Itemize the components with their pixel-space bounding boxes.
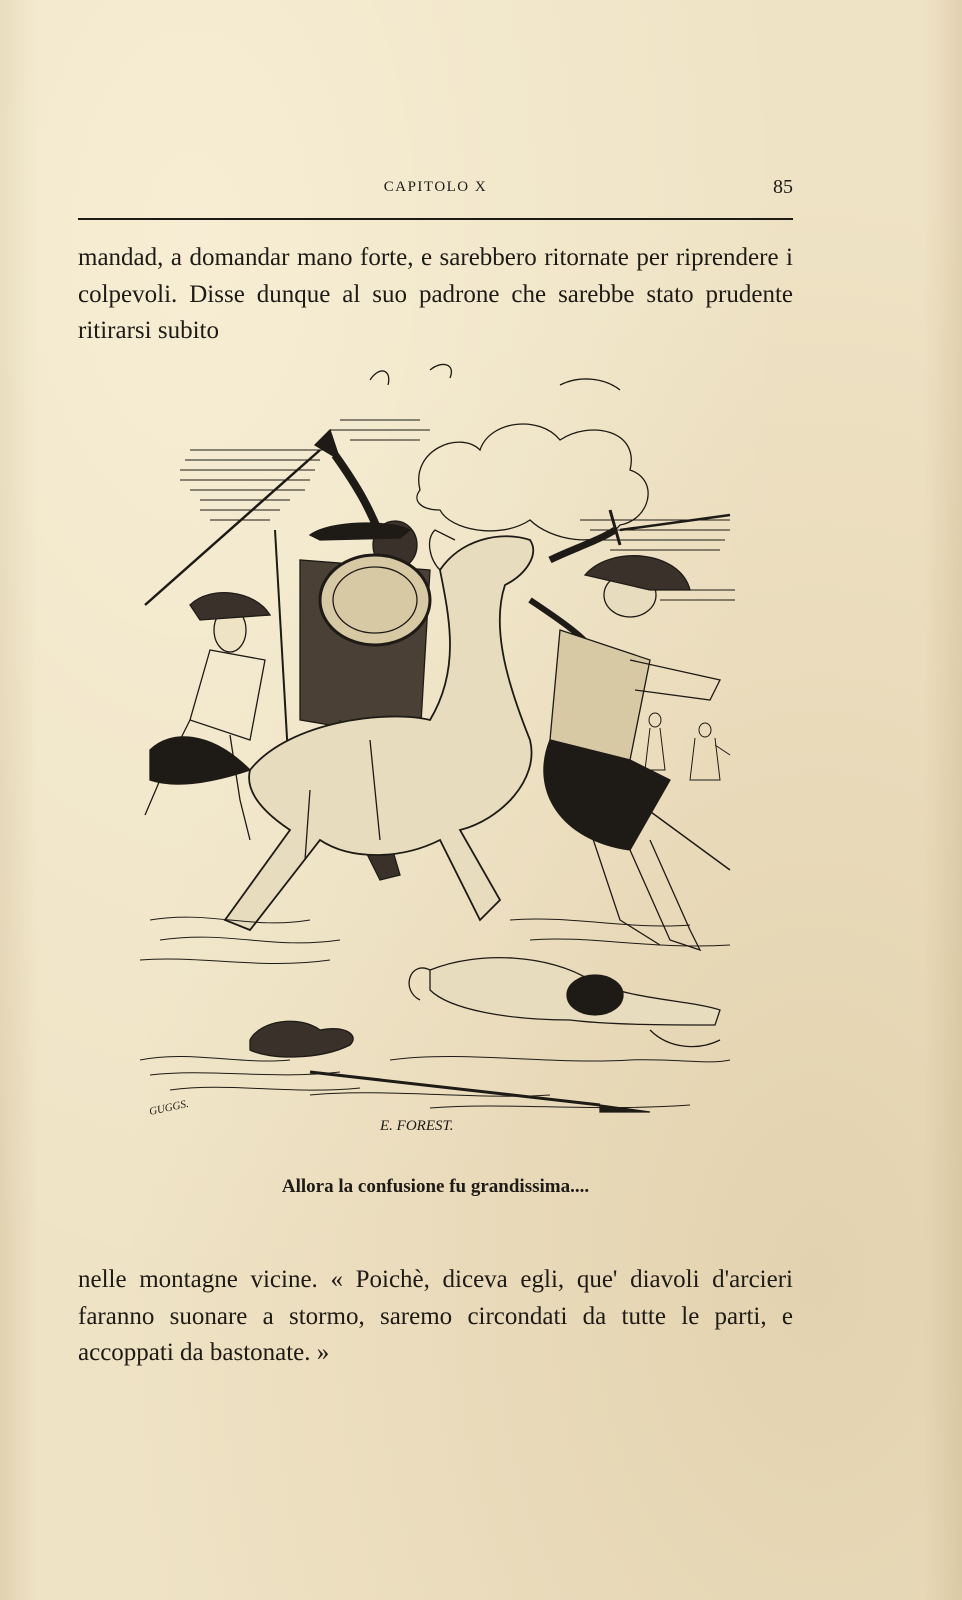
fallen-man — [409, 958, 720, 1047]
illustration-caption: Allora la confusione fu grandissima.... — [281, 1176, 590, 1197]
engraving-illustration — [130, 360, 750, 1160]
swordsman-with-hat — [530, 510, 730, 950]
paragraph-bottom: nelle montagne vicine. « Poichè, diceva egli, que' diavoli d'arcieri faranno suonare a stormo, saremo circondati da tutte le parti, e accoppati da bastonate. » — [78, 1266, 793, 1366]
dropped-hat-icon — [250, 1021, 353, 1057]
header-rule — [78, 218, 793, 220]
running-head — [78, 176, 793, 206]
chapter-title: CAPITOLO X — [383, 179, 488, 195]
paragraph-top: mandad, a domandar mano forte, e sarebbero ritornate per riprendere i colpevoli. Disse dunque al suo padrone che sarebbe stato prudente ritirarsi subito — [78, 244, 793, 344]
distant-figures — [645, 713, 730, 780]
artist-signature: E. FOREST. — [380, 1118, 454, 1134]
engraver-monogram: GUGGS. — [148, 1097, 190, 1118]
page-number: 85 — [773, 176, 793, 198]
